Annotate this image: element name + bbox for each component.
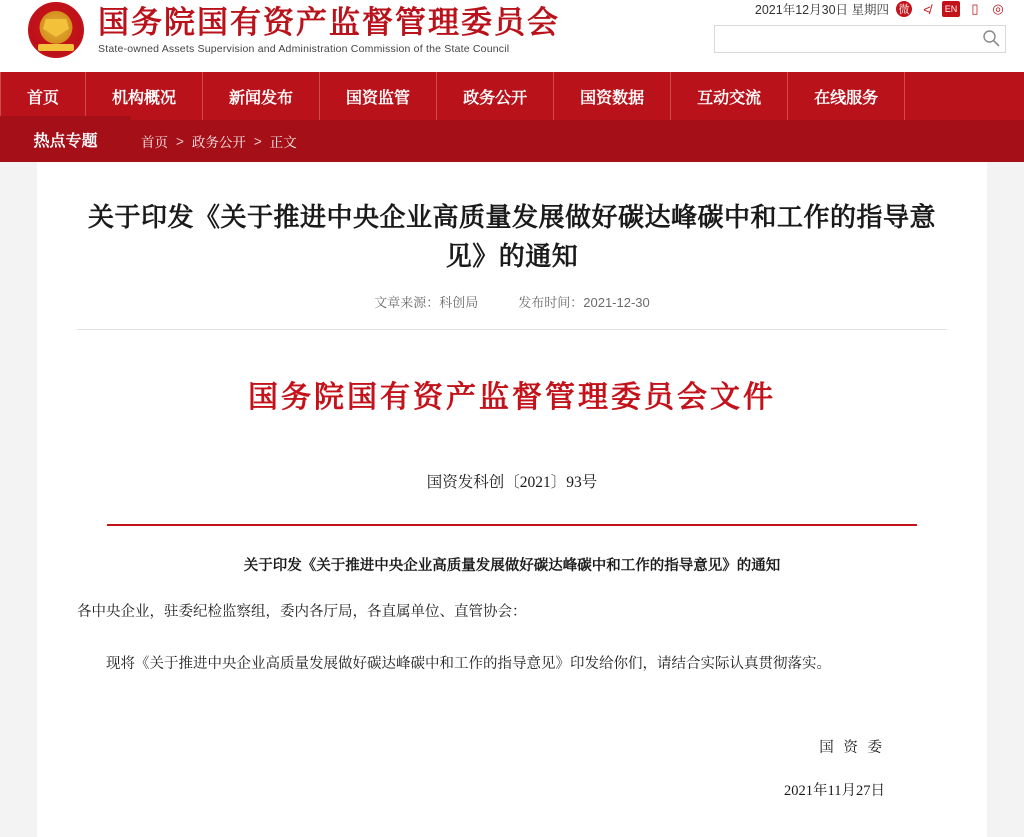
- search-button[interactable]: [980, 28, 1002, 50]
- meta-divider: [77, 329, 947, 330]
- document-subtitle: 关于印发《关于推进中央企业高质量发展做好碳达峰碳中和工作的指导意见》的通知: [243, 558, 781, 574]
- nav-item-hot-topic[interactable]: 热点专题: [0, 116, 131, 162]
- site-logo[interactable]: [0, 0, 560, 58]
- main-navigation: [0, 72, 1024, 120]
- header-utility-row: [666, 0, 1006, 18]
- breadcrumb-item-article[interactable]: 正文: [269, 135, 297, 150]
- document-signature: 国 资 委: [819, 740, 885, 757]
- article-paragraph-2: 现将《关于推进中央企业高质量发展做好碳达峰碳中和工作的指导意见》印发给你们，请结合实际认真贯彻落实。: [106, 655, 831, 672]
- site-title-cn: 国务院国有资产监督管理委员会: [98, 4, 560, 40]
- breadcrumb-separator: >: [253, 133, 262, 149]
- nav-item-interaction[interactable]: 互动交流: [671, 72, 788, 120]
- search-input[interactable]: [714, 25, 1006, 53]
- article-source-value: 科创局: [439, 295, 479, 310]
- nav-item-home[interactable]: 首页: [0, 72, 86, 120]
- article-publish-value: 2021-12-30: [583, 295, 650, 310]
- breadcrumb-separator: >: [176, 133, 184, 149]
- government-document-header: 国务院国有资产监督管理委员会文件: [248, 381, 776, 414]
- breadcrumb-item-open-government[interactable]: 政务公开: [191, 135, 246, 150]
- article-card: [37, 162, 987, 837]
- nav-item-about[interactable]: 机构概况: [86, 72, 203, 120]
- accessibility-icon[interactable]: ≮: [923, 1, 931, 17]
- mobile-icon[interactable]: ▯: [971, 1, 979, 16]
- language-en-icon[interactable]: EN: [942, 1, 960, 17]
- article-publish-date: [518, 292, 650, 311]
- wechat-icon[interactable]: 微: [896, 1, 912, 17]
- weibo-icon[interactable]: ◎: [992, 1, 1004, 16]
- nav-item-online-service[interactable]: 在线服务: [788, 72, 905, 120]
- site-title-en: State-owned Assets Supervision and Administration Commission of the State Council: [98, 43, 510, 56]
- search-icon: [981, 28, 1001, 48]
- breadcrumb: [141, 120, 297, 162]
- national-emblem-icon: [28, 2, 84, 58]
- header-search-row: [666, 25, 1006, 53]
- article-source-label: 文章来源：: [374, 295, 440, 310]
- article-source: [374, 292, 478, 311]
- site-header: [0, 0, 1024, 72]
- page-body: [0, 162, 1024, 837]
- article-publish-label: 发布时间：: [518, 295, 584, 310]
- breadcrumb-bar: [0, 120, 1024, 162]
- nav-item-data[interactable]: 国资数据: [554, 72, 671, 120]
- search-box: [714, 25, 1006, 53]
- article-paragraph-1: 各中央企业，驻委纪检监察组，委内各厅局，各直属单位、直管协会：: [77, 604, 527, 620]
- red-divider: [107, 524, 917, 526]
- document-number: 国资发科创〔2021〕93号: [426, 474, 598, 491]
- nav-item-open-government[interactable]: 政务公开: [437, 72, 554, 120]
- current-date: 2021年12月30日 星期四: [754, 3, 889, 17]
- nav-item-supervision[interactable]: 国资监管: [320, 72, 437, 120]
- article-meta: [77, 292, 947, 311]
- header-utility-area: [666, 0, 1006, 53]
- page-title: 关于印发《关于推进中央企业高质量发展做好碳达峰碳中和工作的指导意见》的通知: [87, 203, 936, 271]
- document-sign-date: 2021年11月27日: [784, 783, 885, 800]
- site-title-block: [98, 5, 560, 56]
- breadcrumb-item-home[interactable]: 首页: [141, 135, 168, 150]
- nav-item-news[interactable]: 新闻发布: [203, 72, 320, 120]
